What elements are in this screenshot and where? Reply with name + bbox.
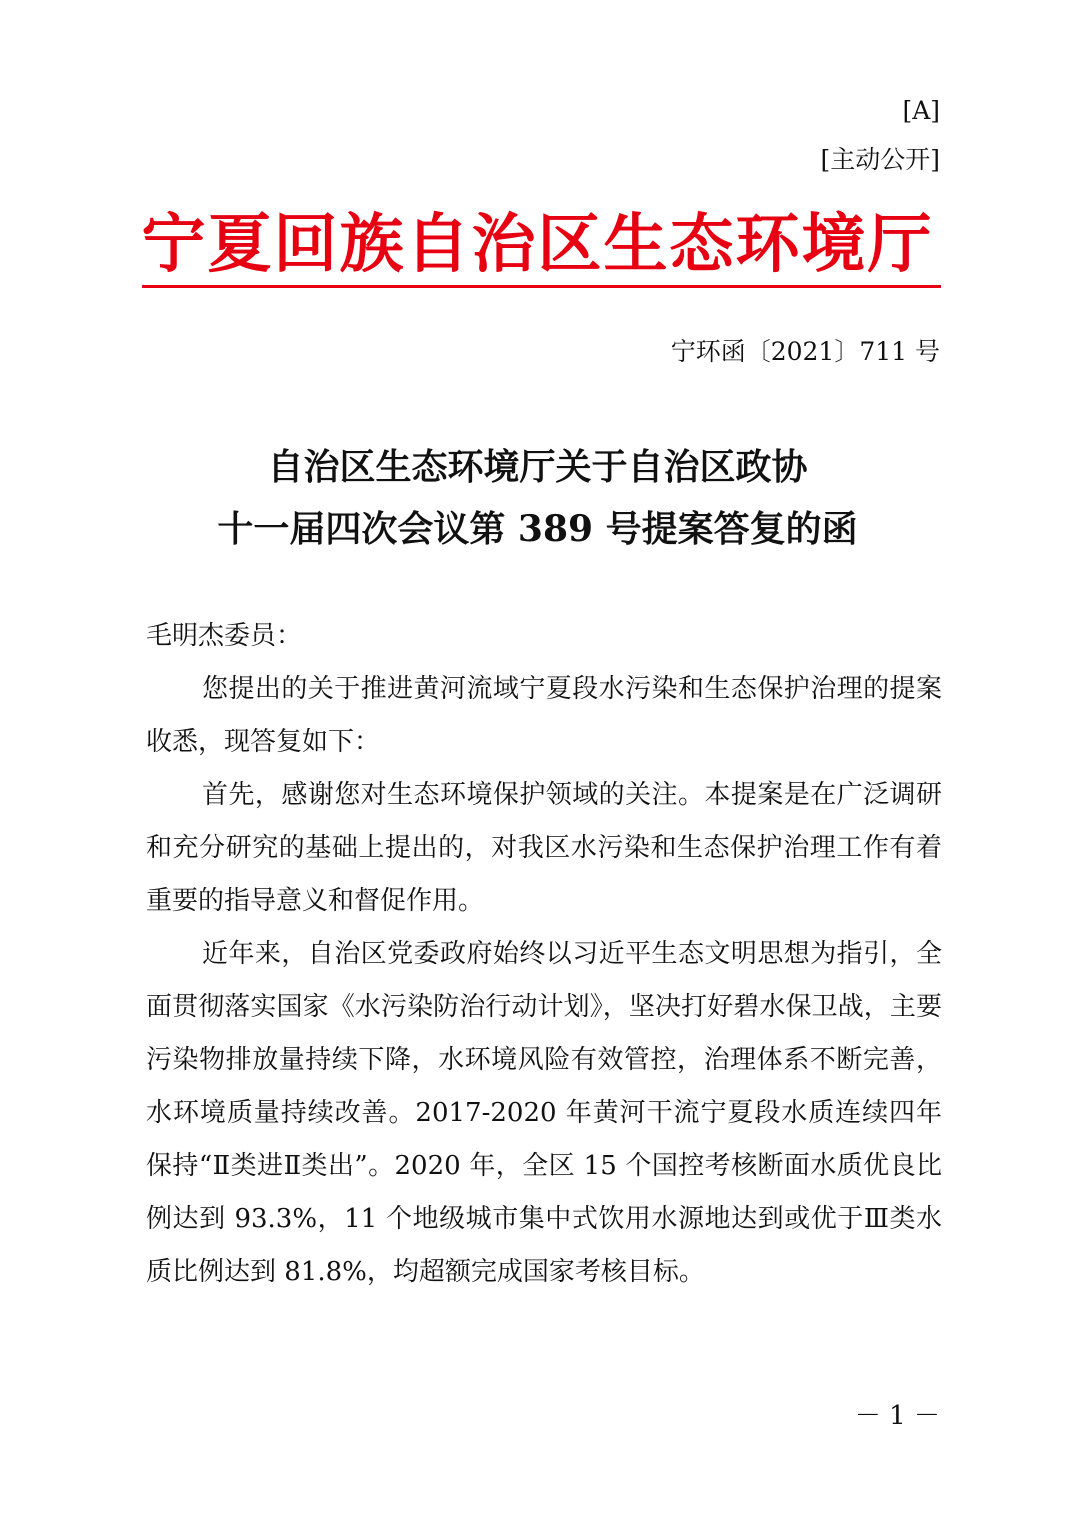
document-title-line-1: 自治区生态环境厅关于自治区政协: [267, 446, 808, 488]
issuer-heading: 宁夏回族自治区生态环境厅: [141, 207, 934, 282]
page-number: － 1 －: [854, 1401, 940, 1431]
document-number: 宁环函〔2021〕711 号: [670, 337, 940, 366]
salutation: 毛明杰委员：: [146, 621, 303, 651]
body-paragraph: 您提出的关于推进黄河流域宁夏段水污染和生态保护治理的提案收悉，现答复如下：: [146, 674, 942, 757]
document-title-line-2: 十一届四次会议第 389 号提案答复的函: [217, 508, 858, 550]
red-divider: [142, 285, 941, 288]
disclosure-mark: [主动公开]: [820, 145, 940, 174]
body-paragraph: 首先，感谢您对生态环境保护领域的关注。本提案是在广泛调研和充分研究的基础上提出的，对我区水污染和生态保护治理工作有着重要的指导意义和督促作用。: [146, 780, 942, 916]
classification-mark: [A]: [902, 96, 940, 125]
body-paragraph: 近年来，自治区党委政府始终以习近平生态文明思想为指引，全面贯彻落实国家《水污染防治行动计划》，坚决打好碧水保卫战，主要污染物排放量持续下降，水环境风险有效管控，治理体系不断完善，水环境质量持续改善。2017-2020 年黄河干流宁夏段水质连续四年保持“Ⅱ类进Ⅱ类出”。2020 年，全区 15 个国控考核断面水质优良比例达到 93.3%，11 个地级城市集中式饮用水源地达到或优于Ⅲ类水质比例达到 81.8%，均超额完成国家考核目标。: [146, 939, 942, 1287]
